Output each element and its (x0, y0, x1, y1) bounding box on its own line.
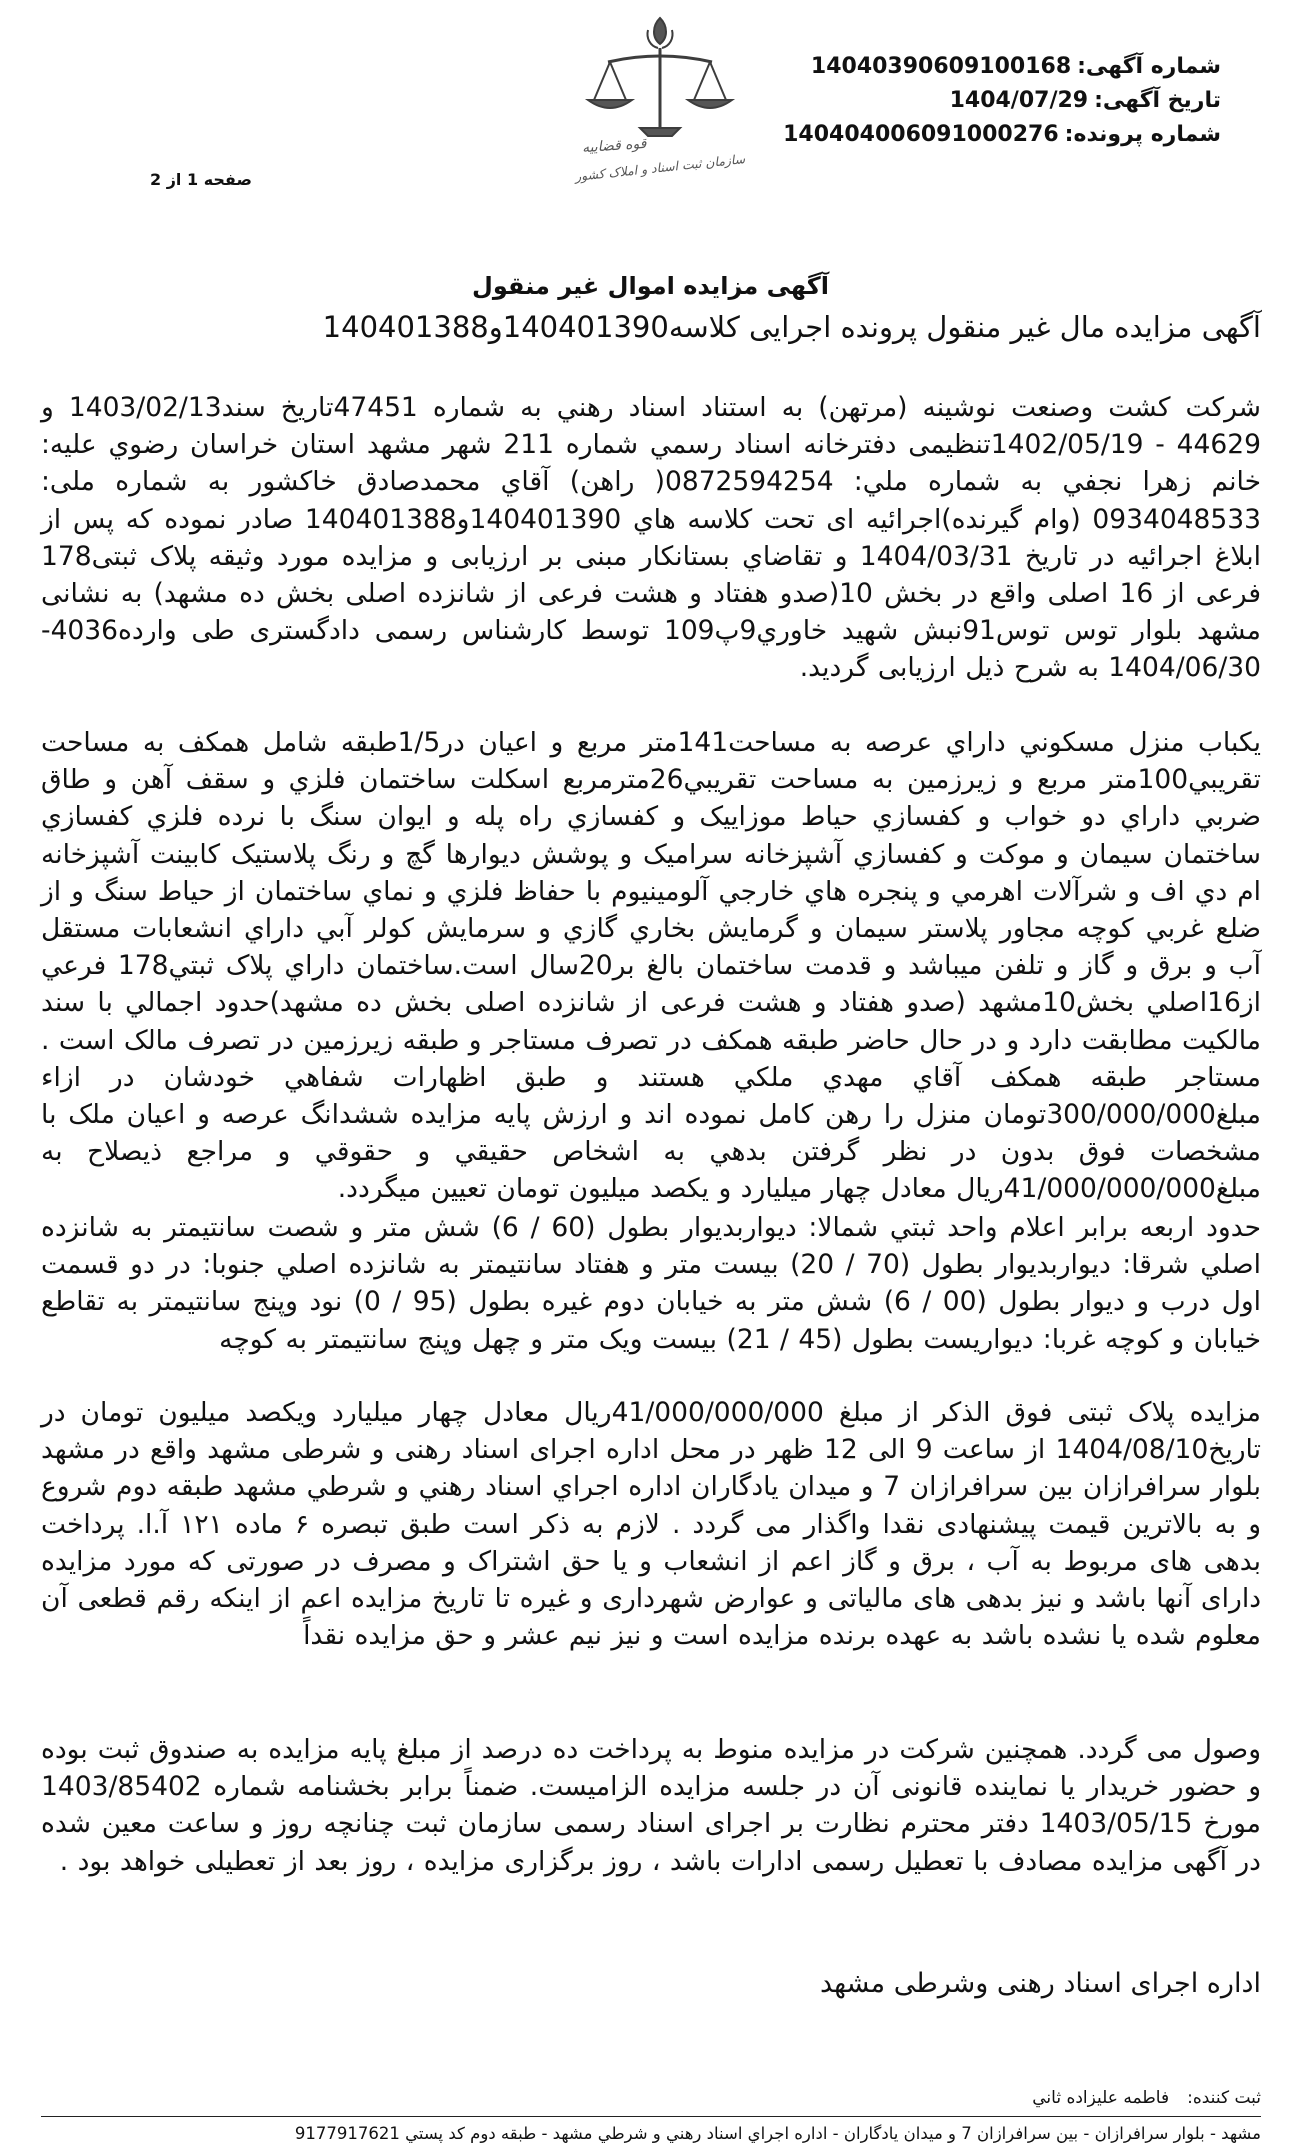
judiciary-emblem (560, 10, 760, 185)
notice-subtitle: آگهی مزایده مال غیر منقول پرونده اجرایی کلاسه140401390و140401388 (322, 310, 1261, 344)
ad-number-label: شماره آگهی: (1077, 54, 1221, 79)
ad-date-line (950, 84, 1221, 118)
paragraph-auction-terms: مزايده پلاک ثبتی فوق الذکر از مبلغ 41/000/000/000ريال معادل چهار ميليارد ويکصد ميليون تومان در تاريخ1404/08/10 از ساعت 9 الی 12 ظهر در محل اداره اجرای اسناد رهنی و شرطی مشهد واقع در مشهد بلوار سرافرازان بين سرافرازان 7 و ميدان يادگاران اداره اجراي اسناد رهني و شرطي مشهد طبقه دوم شروع و به بالاترين قيمت پيشنهادی نقدا واگذار می گردد . لازم به ذکر است طبق تبصره ۶ ماده ۱۲۱ آ.ا. پرداخت بدهی های مربوط به آب ، برق و گاز اعم از انشعاب و يا حق اشتراک و مصرف در صورتی که مورد مزايده دارای آنها باشد و نيز بدهی های مالياتی و عوارض شهرداری و غيره تا تاريخ مزايده اعم از اينکه رقم قطعی آن معلوم شده يا نشده باشد به عهده برنده مزايده است و نيز نيم عشر و حق مزايده نقداً (41, 1397, 1261, 1652)
registrar-name: فاطمه عليزاده ثاني (1032, 2088, 1170, 2108)
paragraph-debtor-details: شرکت کشت وصنعت نوشینه (مرتهن) به استناد اسناد رهني به شماره 47451تاريخ سند1403/02/13 و 44629 - 1402/05/19تنظيمی دفترخانه اسناد رسمي شماره 211 شهر مشهد استان خراسان رضوي عليه: خانم زهرا نجفي به شماره ملي: 0872594254( راهن) آقاي محمدصادق خاکشور به شماره ملی: 0934048533 (وام گيرنده)اجرائيه ای تحت کلاسه هاي 140401390و140401388 صادر نموده که پس از ابلاغ اجرائيه در تاريخ 1404/03/31 و تقاضاي بستانکار مبنی بر ارزيابی و مزايده مورد وثيقه پلاک ثبتی178 فرعی از 16 اصلی واقع در بخش 10(صدو هفتاد و هشت فرعی از شانزده اصلی بخش ده مشهد) به نشانی مشهد بلوار توس توس91نبش شهيد خاوري9پ109 توسط کارشناس رسمی دادگستری طی وارده4036-1404/06/30 به شرح ذيل ارزيابی گرديد. (41, 392, 1262, 684)
registrar-label: ثبت کننده: (1187, 2088, 1261, 2108)
paragraph-participation-terms: وصول می گردد. همچنين شرکت در مزايده منوط به پرداخت ده درصد از مبلغ پايه مزايده به صندوق ثبت بوده و حضور خريدار يا نماينده قانونی آن در جلسه مزايده الزاميست. ضمناً برابر بخشنامه شماره 1403/85402 مورخ 1403/05/15 دفتر محترم نظارت بر اجرای اسناد رسمی سازمان ثبت چنانچه روز و ساعت معين شده در آگهی مزايده مصادف با تعطيل رسمی ادارات باشد ، روز برگزاری مزايده ، روز بعد از تعطيلی خواهد بود . (41, 1734, 1261, 1877)
ad-number-line (811, 50, 1221, 84)
emblem-top-text: قوه قضاییه (581, 135, 647, 157)
footer-divider (41, 2116, 1261, 2117)
case-number-line (783, 118, 1221, 152)
ad-date: 1404/07/29 (949, 88, 1089, 113)
page-indicator: صفحه 1 از 2 (150, 170, 252, 189)
emblem-org-text: سازمان ثبت اسناد و املاک کشور (574, 151, 746, 184)
paragraph-property-description: يکباب منزل مسکوني داراي عرصه به مساحت141متر مربع و اعيان در1/5طبقه شامل همکف به مساحت تقريبي100متر مربع و زيرزمين به مساحت تقريبي26مترمربع اسکلت ساختمان فلزي و سقف آهن و طاق ضربي داراي دو خواب و کفسازي حياط موزاييک و کفسازي راه پله و ايوان سنگ با نرده فلزي کفسازي ساختمان سيمان و موکت و کفسازي آشپزخانه سراميک و پوشش ديوارها گچ و رنگ پلاستيک کابينت آشپزخانه ام دي اف و شرآلات اهرمي و پنجره هاي خارجي آلومينيوم با حفاظ فلزي و نماي ساختمان از حياط سنگ و از ضلع غربي کوچه مجاور پلاستر سيمان و گرمايش بخاري گازي و سرمايش کولر آبي داراي انشعابات مستقل آب و برق و گاز و تلفن ميباشد و قدمت ساختمان بالغ بر20سال است.ساختمان داراي پلاک ثبتي178 فرعي از16اصلي بخش10مشهد (صدو هفتاد و هشت فرعی از شانزده اصلی بخش ده مشهد)حدود اجمالي با سند مالکيت مطابقت دارد و در حال حاضر طبقه همکف در تصرف مستاجر و طبقه زيرزمين در تصرف مالک است . مستاجر طبقه همکف آقاي مهدي ملکي هستند و طبق اظهارات شفاهي خودشان در ازاء مبلغ300/000/000تومان منزل را رهن کامل نموده اند و ارزش پايه مزايده ششدانگ عرصه و اعيان ملک با مشخصات فوق بدون در نظر گرفتن بدهي به اشخاص حقيقي و حقوقي و مراجع ذيصلاح به مبلغ41/000/000/000ريال معادل چهار ميليارد و يکصد ميليون تومان تعيين ميگردد. (41, 727, 1262, 1205)
paragraph-boundaries: حدود اربعه برابر اعلام واحد ثبتي شمالا: ديواربديوار بطول (60 / 6) شش متر و شصت سانتيمتر به شانزده اصلي شرقا: ديواربديوار بطول (70 / 20) بيست متر و هفتاد سانتيمتر به شانزده اصلي جنوبا: در دو قسمت اول درب و ديوار بطول (00 / 6) شش متر به خيابان دوم غيره بطول (95 / 0) نود وپنج سانتيمتر به تقاطع خيابان و کوچه غربا: ديواريست بطول (45 / 21) بيست ويک متر و چهل وپنج سانتيمتر به کوچه (41, 1212, 1261, 1355)
ad-date-label: تاریخ آگهی: (1094, 88, 1221, 113)
registrar-line (1032, 2088, 1261, 2108)
case-number-label: شماره پرونده: (1064, 122, 1221, 147)
ad-number: 14040390609100168 (810, 54, 1072, 79)
footer-address: مشهد - بلوار سرافرازان - بين سرافرازان 7 و ميدان يادگاران - اداره اجراي اسناد رهني و شرطي مشهد - طبقه دوم کد پستي 9177917621 (294, 2124, 1261, 2143)
issuing-office: اداره اجرای اسناد رهنی وشرطی مشهد (819, 1968, 1261, 1999)
case-number: 140404006091000276 (783, 122, 1059, 147)
notice-title: آگهی مزایده اموال غیر منقول (472, 272, 829, 300)
